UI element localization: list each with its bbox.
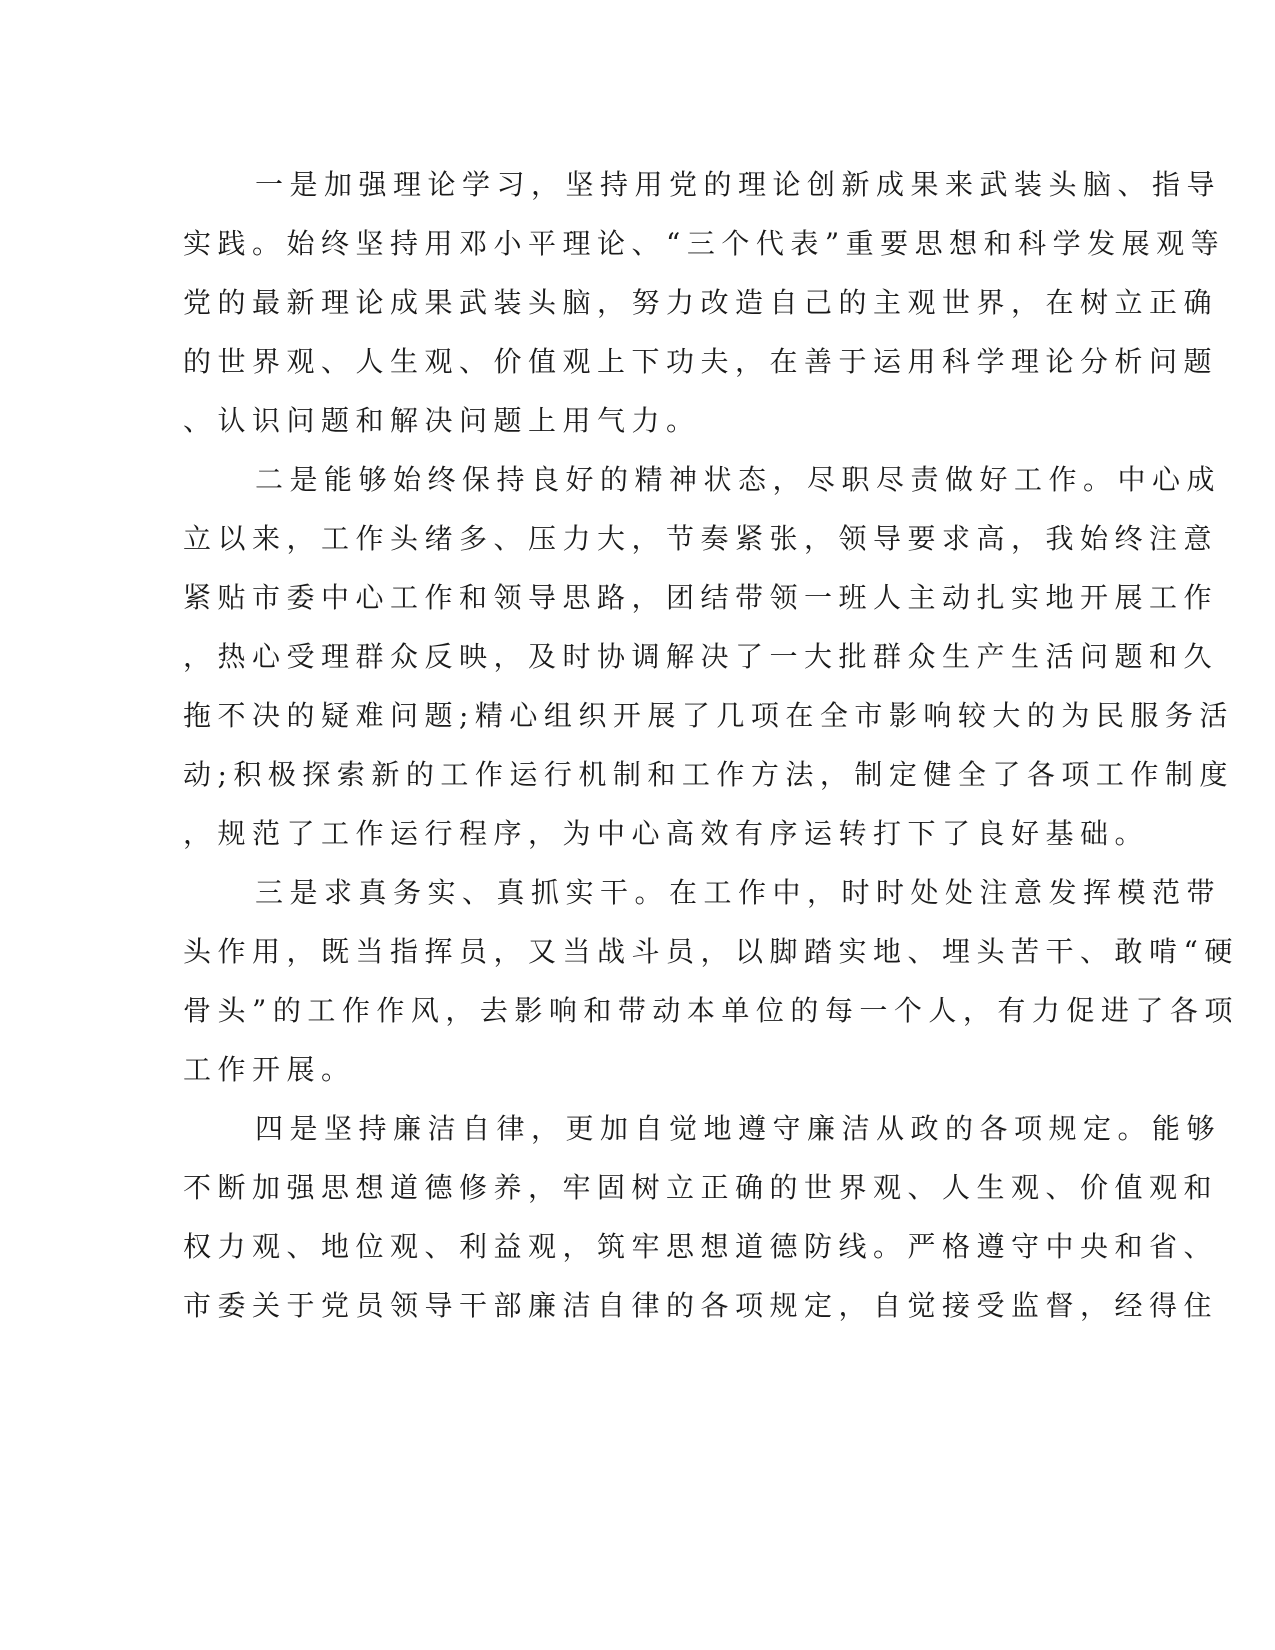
text-line: 不断加强思想道德修养，牢固树立正确的世界观、人生观、价值观和 [183, 1171, 1219, 1204]
text-line: ，热心受理群众反映，及时协调解决了一大批群众生产生活问题和久 [183, 640, 1219, 673]
text-line: 实践。始终坚持用邓小平理论、“三个代表”重要思想和科学发展观等 [183, 227, 1226, 260]
text-line: 党的最新理论成果武装头脑，努力改造自己的主观世界，在树立正确 [183, 286, 1219, 319]
text-line: 动;积极探索新的工作运行机制和工作方法，制定健全了各项工作制度 [183, 758, 1234, 791]
text-line: 工作开展。 [183, 1053, 356, 1086]
paragraph-4 [183, 1099, 1222, 1335]
text-line: 的世界观、人生观、价值观上下功夫，在善于运用科学理论分析问题 [183, 345, 1219, 378]
document-body [183, 155, 1239, 1335]
text-line: 紧贴市委中心工作和领导思路，团结带领一班人主动扎实地开展工作 [183, 581, 1219, 614]
text-line: 拖不决的疑难问题;精心组织开展了几项在全市影响较大的为民服务活 [183, 699, 1234, 732]
text-line: 立以来，工作头绪多、压力大，节奏紧张，领导要求高，我始终注意 [183, 522, 1219, 555]
text-line: 骨头”的工作作风，去影响和带动本单位的每一个人，有力促进了各项 [183, 994, 1239, 1027]
text-line: 、认识问题和解决问题上用气力。 [183, 404, 701, 437]
text-line: 一是加强理论学习，坚持用党的理论创新成果来武装头脑、指导 [255, 168, 1222, 201]
text-line: ，规范了工作运行程序，为中心高效有序运转打下了良好基础。 [183, 817, 1150, 850]
paragraph-1 [183, 155, 1226, 450]
paragraph-3 [183, 863, 1239, 1099]
text-line: 二是能够始终保持良好的精神状态，尽职尽责做好工作。中心成 [255, 463, 1222, 496]
text-line: 四是坚持廉洁自律，更加自觉地遵守廉洁从政的各项规定。能够 [255, 1112, 1222, 1145]
text-line: 头作用，既当指挥员，又当战斗员，以脚踏实地、埋头苦干、敢啃“硬 [183, 935, 1239, 968]
text-line: 三是求真务实、真抓实干。在工作中，时时处处注意发挥模范带 [255, 876, 1222, 909]
text-line: 市委关于党员领导干部廉洁自律的各项规定，自觉接受监督，经得住 [183, 1289, 1219, 1322]
text-line: 权力观、地位观、利益观，筑牢思想道德防线。严格遵守中央和省、 [183, 1230, 1219, 1263]
paragraph-2 [183, 450, 1234, 863]
